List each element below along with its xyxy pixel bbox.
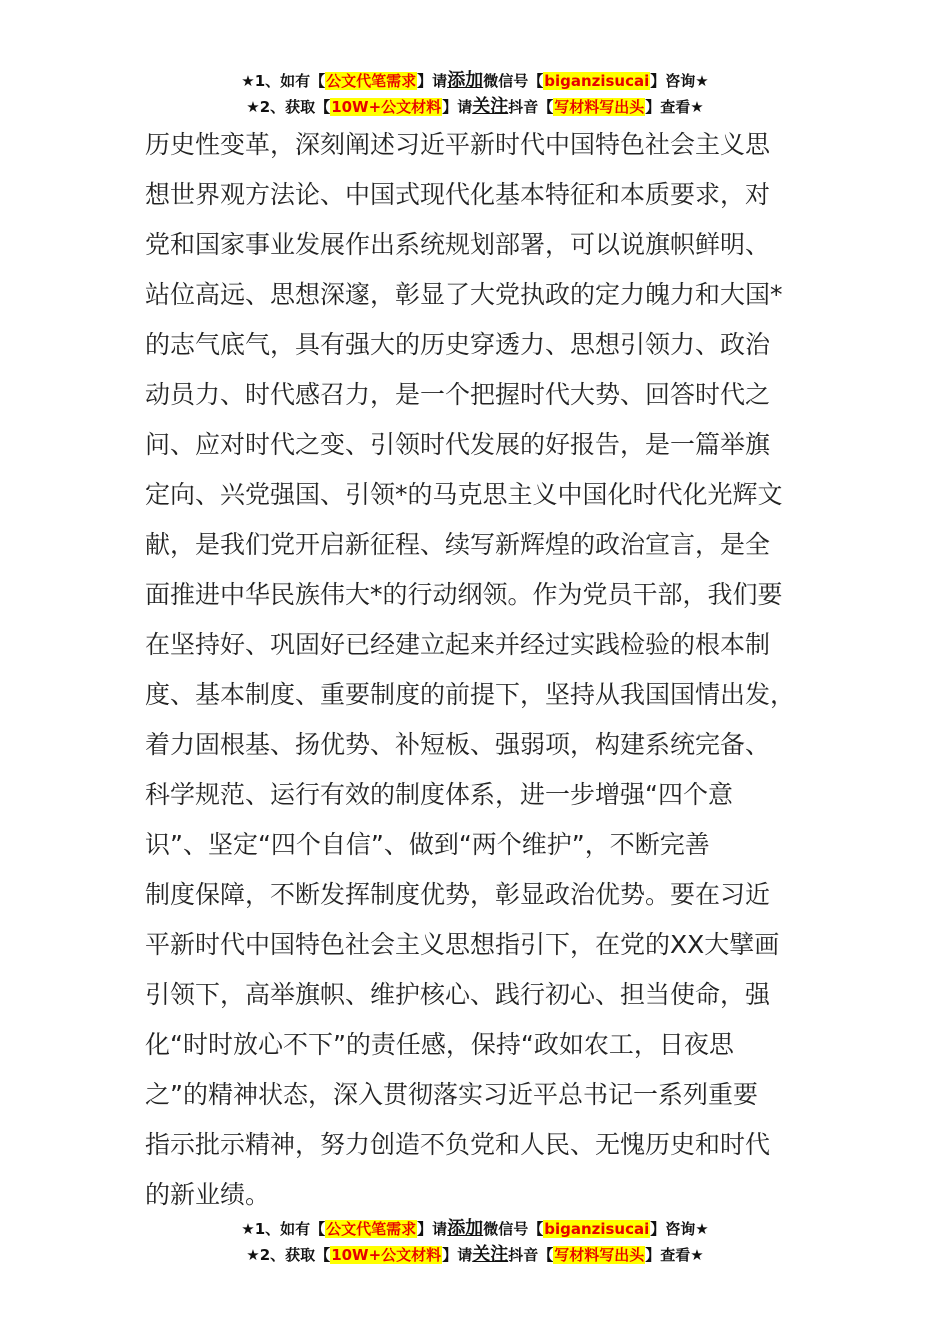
- banner-text: 微信号【: [483, 72, 544, 90]
- banner-highlight: 公文代笔需求: [326, 1220, 417, 1238]
- banner-text: 】咨询★: [650, 72, 709, 90]
- banner-highlight: 写材料写出头: [554, 1246, 645, 1264]
- banner-highlight: 10W+公文材料: [331, 1246, 442, 1264]
- banner-text: 】查看★: [645, 1246, 704, 1264]
- banner-emphasis: 关注: [472, 96, 509, 117]
- body-line: 的新业绩。: [145, 1180, 271, 1209]
- body-line: 指示批示精神，努力创造不负党和人民、无愧历史和时代: [145, 1130, 771, 1159]
- banner-text: 】请: [442, 98, 473, 116]
- banner-text: 抖音【: [508, 98, 554, 116]
- body-line: 度、基本制度、重要制度的前提下，坚持从我国国情出发，: [145, 680, 796, 709]
- body-line: 想世界观方法论、中国式现代化基本特征和本质要求，对: [145, 180, 771, 209]
- banner-highlight: biganzisucai: [544, 72, 650, 90]
- banner-text: ★1、如有【: [241, 1220, 326, 1238]
- body-line: 识”、坚定“四个自信”、做到“两个维护”，不断完善: [145, 830, 710, 859]
- header-banner: [0, 68, 950, 120]
- banner-text: 】咨询★: [650, 1220, 709, 1238]
- banner-line-1: [0, 68, 950, 94]
- banner-text: ★2、获取【: [246, 1246, 331, 1264]
- body-line: 面推进中华民族伟大*的行动纲领。作为党员干部，我们要: [145, 580, 783, 609]
- body-line: 定向、兴党强国、引领*的马克思主义中国化时代化光辉文: [145, 480, 783, 509]
- body-line: 献，是我们党开启新征程、续写新辉煌的政治宣言，是全: [145, 530, 771, 559]
- banner-highlight: 写材料写出头: [554, 98, 645, 116]
- banner-text: ★2、获取【: [246, 98, 331, 116]
- banner-highlight: 公文代笔需求: [326, 72, 417, 90]
- body-line: 科学规范、运行有效的制度体系，进一步增强“四个意: [145, 780, 733, 809]
- body-line: 化“时时放心不下”的责任感，保持“政如农工，日夜思: [145, 1030, 734, 1059]
- banner-text: 】请: [417, 1220, 448, 1238]
- banner-text: 】请: [417, 72, 448, 90]
- banner-text: ★1、如有【: [241, 72, 326, 90]
- body-line: 历史性变革，深刻阐述习近平新时代中国特色社会主义思: [145, 130, 771, 159]
- body-line: 动员力、时代感召力，是一个把握时代大势、回答时代之: [145, 380, 771, 409]
- banner-text: 微信号【: [483, 1220, 544, 1238]
- body-line: 之”的精神状态，深入贯彻落实习近平总书记一系列重要: [145, 1080, 758, 1109]
- body-line: 的志气底气，具有强大的历史穿透力、思想引领力、政治: [145, 330, 771, 359]
- banner-line-2: [0, 94, 950, 120]
- banner-text: 】查看★: [645, 98, 704, 116]
- body-line: 问、应对时代之变、引领时代发展的好报告，是一篇举旗: [145, 430, 771, 459]
- body-line: 党和国家事业发展作出系统规划部署，可以说旗帜鲜明、: [145, 230, 771, 259]
- body-line: 在坚持好、巩固好已经建立起来并经过实践检验的根本制: [145, 630, 771, 659]
- footer-banner: [0, 1216, 950, 1268]
- banner-emphasis: 关注: [472, 1244, 509, 1265]
- body-line: 着力固根基、扬优势、补短板、强弱项，构建系统完备、: [145, 730, 771, 759]
- banner-text: 】请: [442, 1246, 473, 1264]
- banner-line-1: [0, 1216, 950, 1242]
- document-body: [145, 120, 810, 1220]
- body-line: 平新时代中国特色社会主义思想指引下，在党的XX大擘画: [145, 930, 780, 959]
- banner-highlight: biganzisucai: [544, 1220, 650, 1238]
- body-line: 引领下，高举旗帜、维护核心、践行初心、担当使命，强: [145, 980, 771, 1009]
- banner-emphasis: 添加: [447, 1218, 484, 1239]
- banner-line-2: [0, 1242, 950, 1268]
- body-line: 制度保障，不断发挥制度优势，彰显政治优势。要在习近: [145, 880, 771, 909]
- banner-highlight: 10W+公文材料: [331, 98, 442, 116]
- banner-text: 抖音【: [508, 1246, 554, 1264]
- body-line: 站位高远、思想深邃，彰显了大党执政的定力魄力和大国*: [145, 280, 783, 309]
- banner-emphasis: 添加: [447, 70, 484, 91]
